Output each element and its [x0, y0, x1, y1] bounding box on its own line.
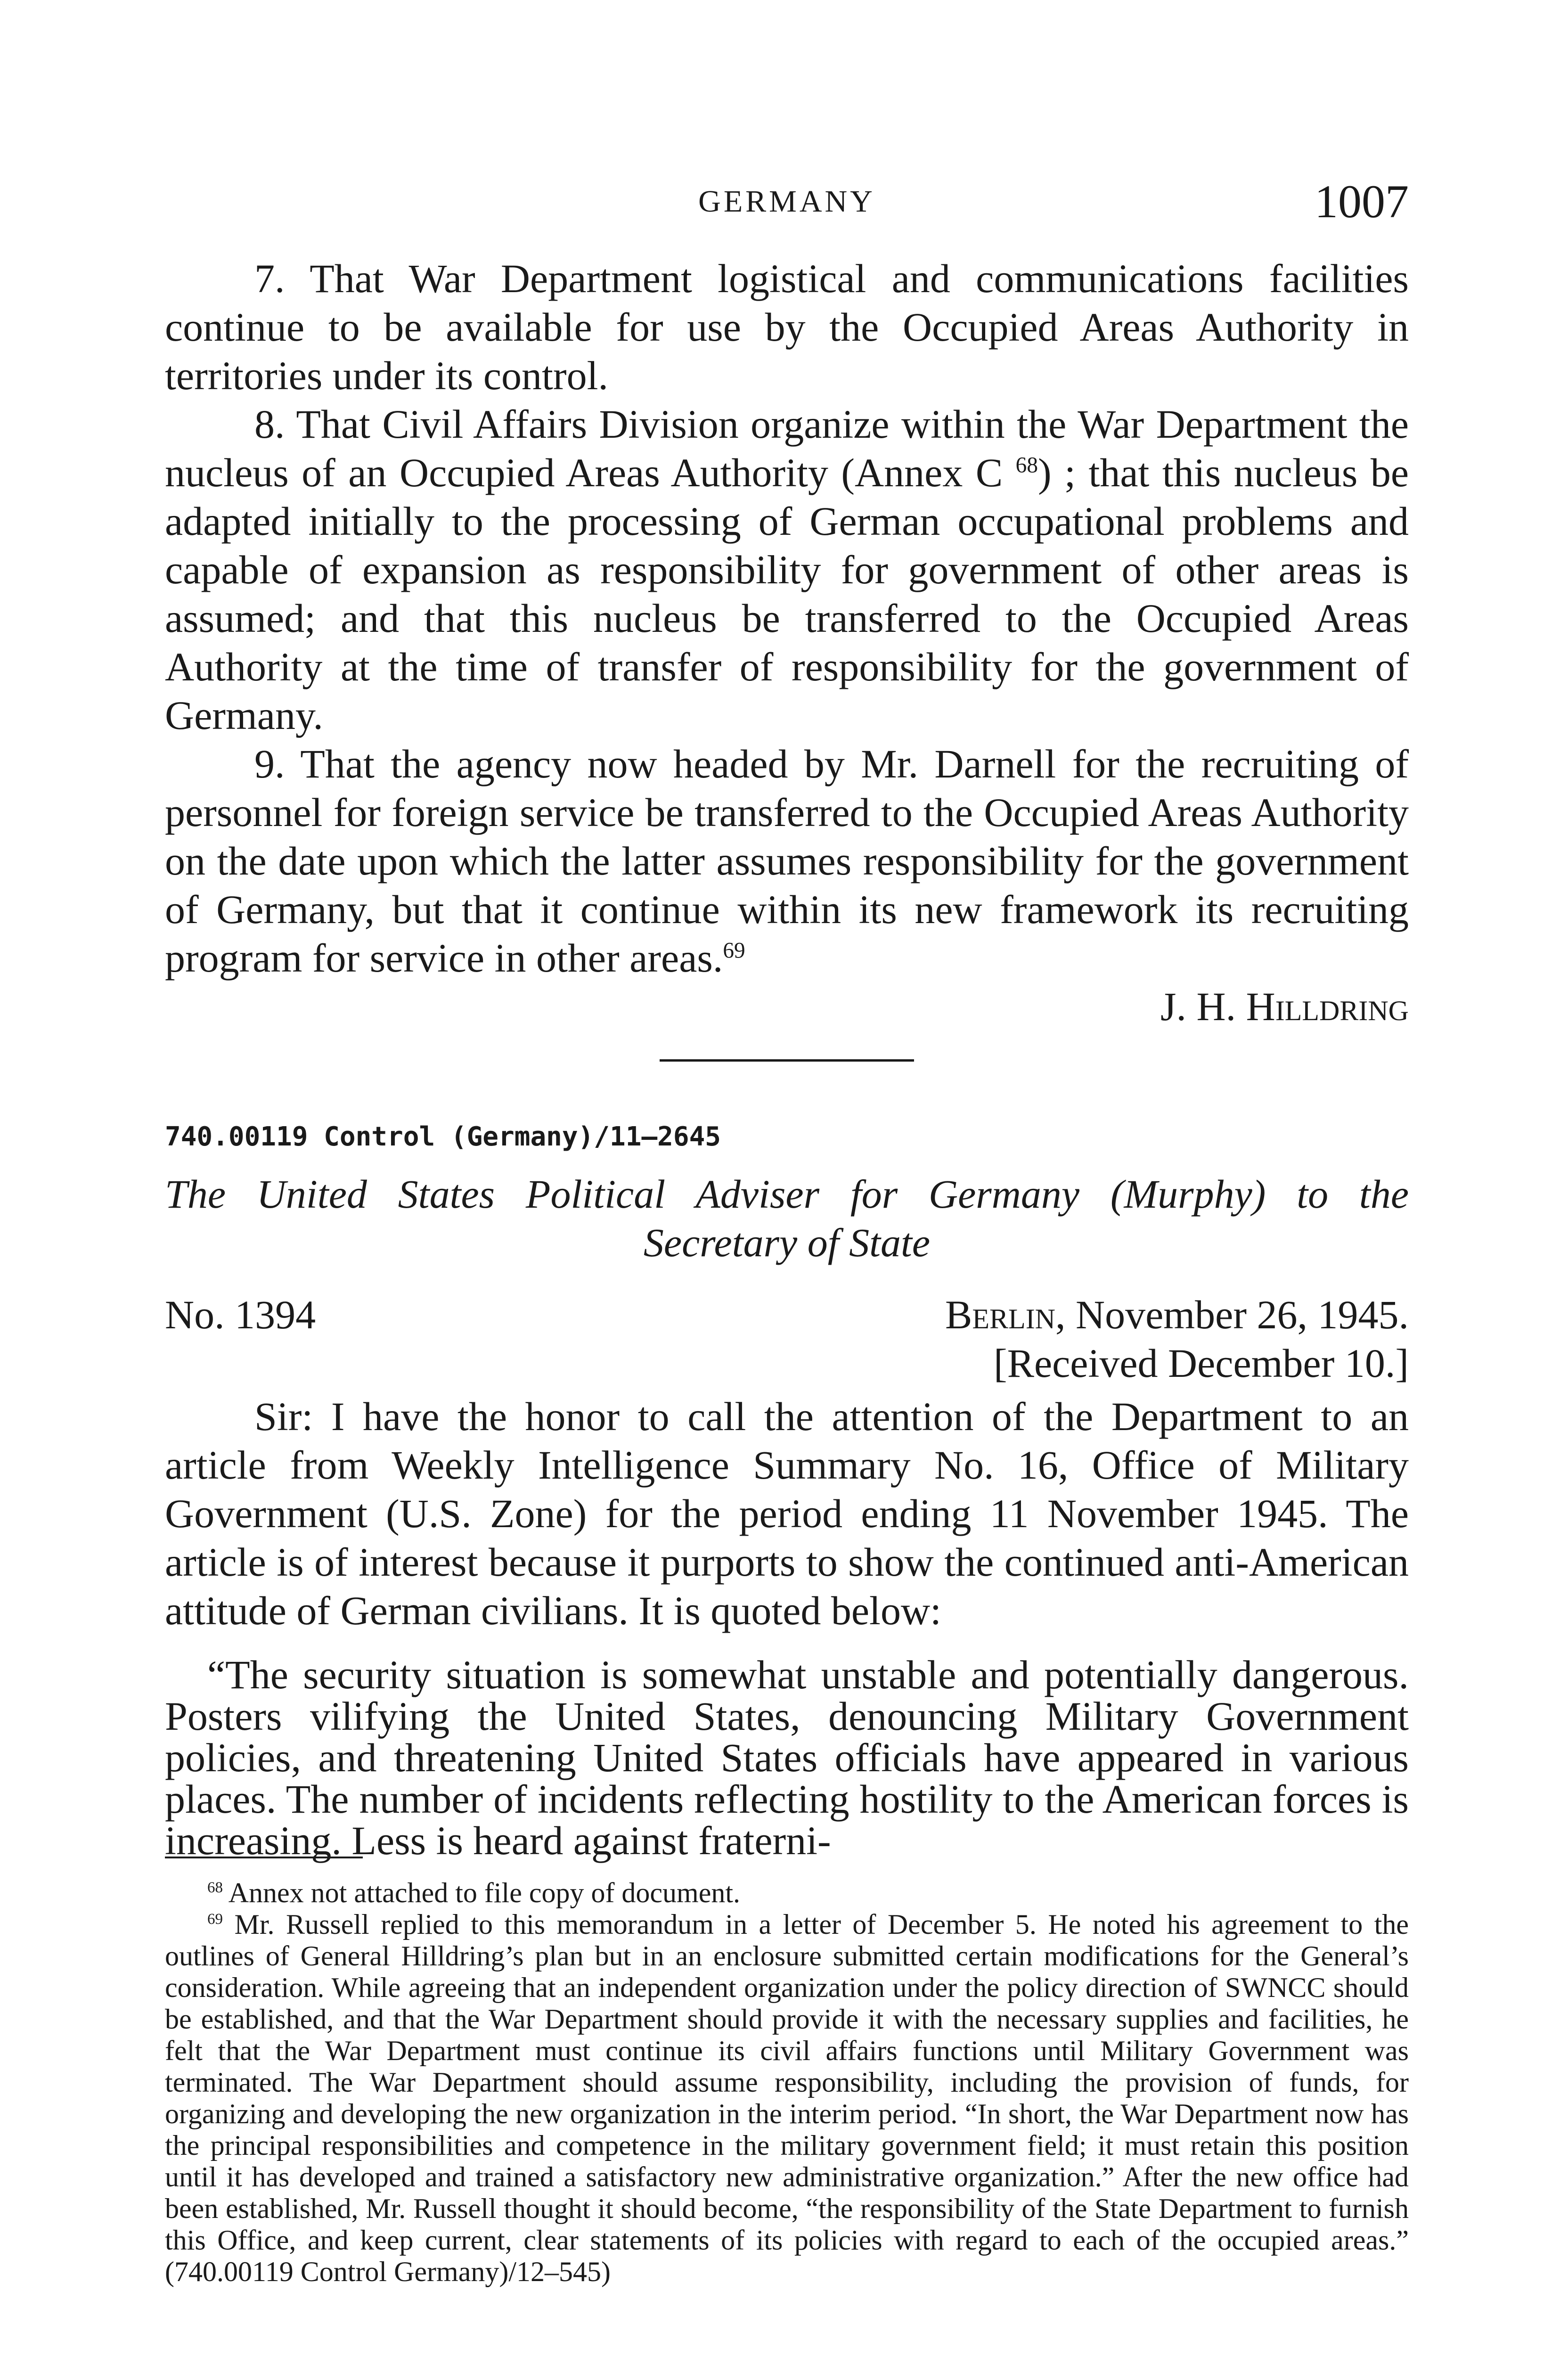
footnote-69: [165, 1909, 1409, 2288]
paragraph-8: [165, 400, 1409, 740]
date: , November 26, 1945.: [1055, 1292, 1409, 1337]
footnote-68-text: Annex not attached to file copy of document.: [228, 1877, 741, 1908]
section-divider: [660, 1059, 914, 1062]
footnote-divider: [165, 1857, 363, 1858]
footnote-ref-68: 68: [1015, 453, 1038, 478]
page-number: 1007: [1315, 175, 1409, 228]
running-head: [165, 174, 1409, 226]
signature-name: Hilldring: [1246, 984, 1409, 1029]
footnote-68: [165, 1877, 1409, 1909]
place-and-date: [945, 1291, 1409, 1339]
document-title-line-1: The United States Political Adviser for Germany (Murphy) to the: [165, 1171, 1409, 1217]
footnote-ref-69: 69: [723, 938, 745, 963]
received-date: [Received December 10.]: [993, 1341, 1409, 1386]
document-title: [165, 1170, 1409, 1267]
dateline: [165, 1291, 1409, 1339]
document-title-line-2: Secretary of State: [643, 1220, 931, 1265]
signature-initials: J. H.: [1160, 984, 1236, 1029]
file-reference: 740.00119 Control (Germany)/11–2645: [165, 1121, 721, 1152]
document-number: No. 1394: [165, 1292, 316, 1337]
paragraph-7: 7. That War Department logistical and communications facilities continue to be available for use by the Occupied Areas Authority in territories under its control.: [165, 256, 1409, 398]
quoted-article: “The security situation is somewhat unstable and potentially dangerous. Posters vilifying the United States, denouncing Military Government policies, and threatening United States officials have appeared in various places. The number of incidents reflecting hostility to the American forces is increasing. Less is heard against fraterni-: [165, 1652, 1409, 1863]
paragraph-9: [165, 740, 1409, 982]
salutation-paragraph: Sir: I have the honor to call the attention of the Department to an article from Weekly Intelligence Summary No. 16, Office of Military Government (U.S. Zone) for the period ending 11 November 1945. The article is of interest because it purports to show the continued anti-American attitude of German civilians. It is quoted below:: [165, 1394, 1409, 1633]
paragraph-8-text-b: ) ; that this nucleus be adapted initially to the processing of German occupational problems and capable of expansion as responsibility for government of other areas is assumed; and that this nucleus be transferred to the Occupied Areas Authority at the time of transfer of responsibility for the government of Germany.: [165, 450, 1409, 738]
paragraph-9-text: 9. That the agency now headed by Mr. Darnell for the recruiting of personnel for foreign service be transferred to the Occupied Areas Authority on the date upon which the latter assumes responsibility for the government of Germany, but that it continue within its new framework its recruiting program for service in other areas.: [165, 741, 1409, 981]
paragraph-8-text-a: 8. That Civil Affairs Division organize within the War Department the nucleus of an Occupied Areas Authority (Annex C: [165, 401, 1409, 495]
signature: [165, 982, 1409, 1031]
place: Berlin: [945, 1292, 1056, 1337]
body-text: [165, 254, 1409, 1861]
footnote-69-mark: 69: [207, 1911, 223, 1928]
footnotes: [165, 1857, 1409, 2288]
footnote-69-text: Mr. Russell replied to this memorandum in a letter of December 5. He noted his agreement to the outlines of General Hilldring’s plan but in an enclosure submitted certain modifications for the General’s consideration. While agreeing that an independent organization under the policy direction of SWNCC should be established, and that the War Department should provide it with the necessary supplies and facilities, he felt that the War Department must continue its civil affairs functions until Military Government was terminated. The War Department should assume responsibility, including the provision of funds, for organizing and developing the new organization in the interim period. “In short, the War Department now has the principal responsibilities and competence in the military government field; it must retain this position until it has developed and trained a satisfactory new administrative organization.” After the new office had been established, Mr. Russell thought it should become, “the responsibility of the State Department to furnish this Office, and keep current, clear statements of its policies with regard to each of the occupied areas.” (740.00119 Control Germany)/12–545): [165, 1909, 1409, 2287]
running-title: GERMANY: [698, 184, 875, 219]
footnote-68-mark: 68: [207, 1879, 223, 1896]
